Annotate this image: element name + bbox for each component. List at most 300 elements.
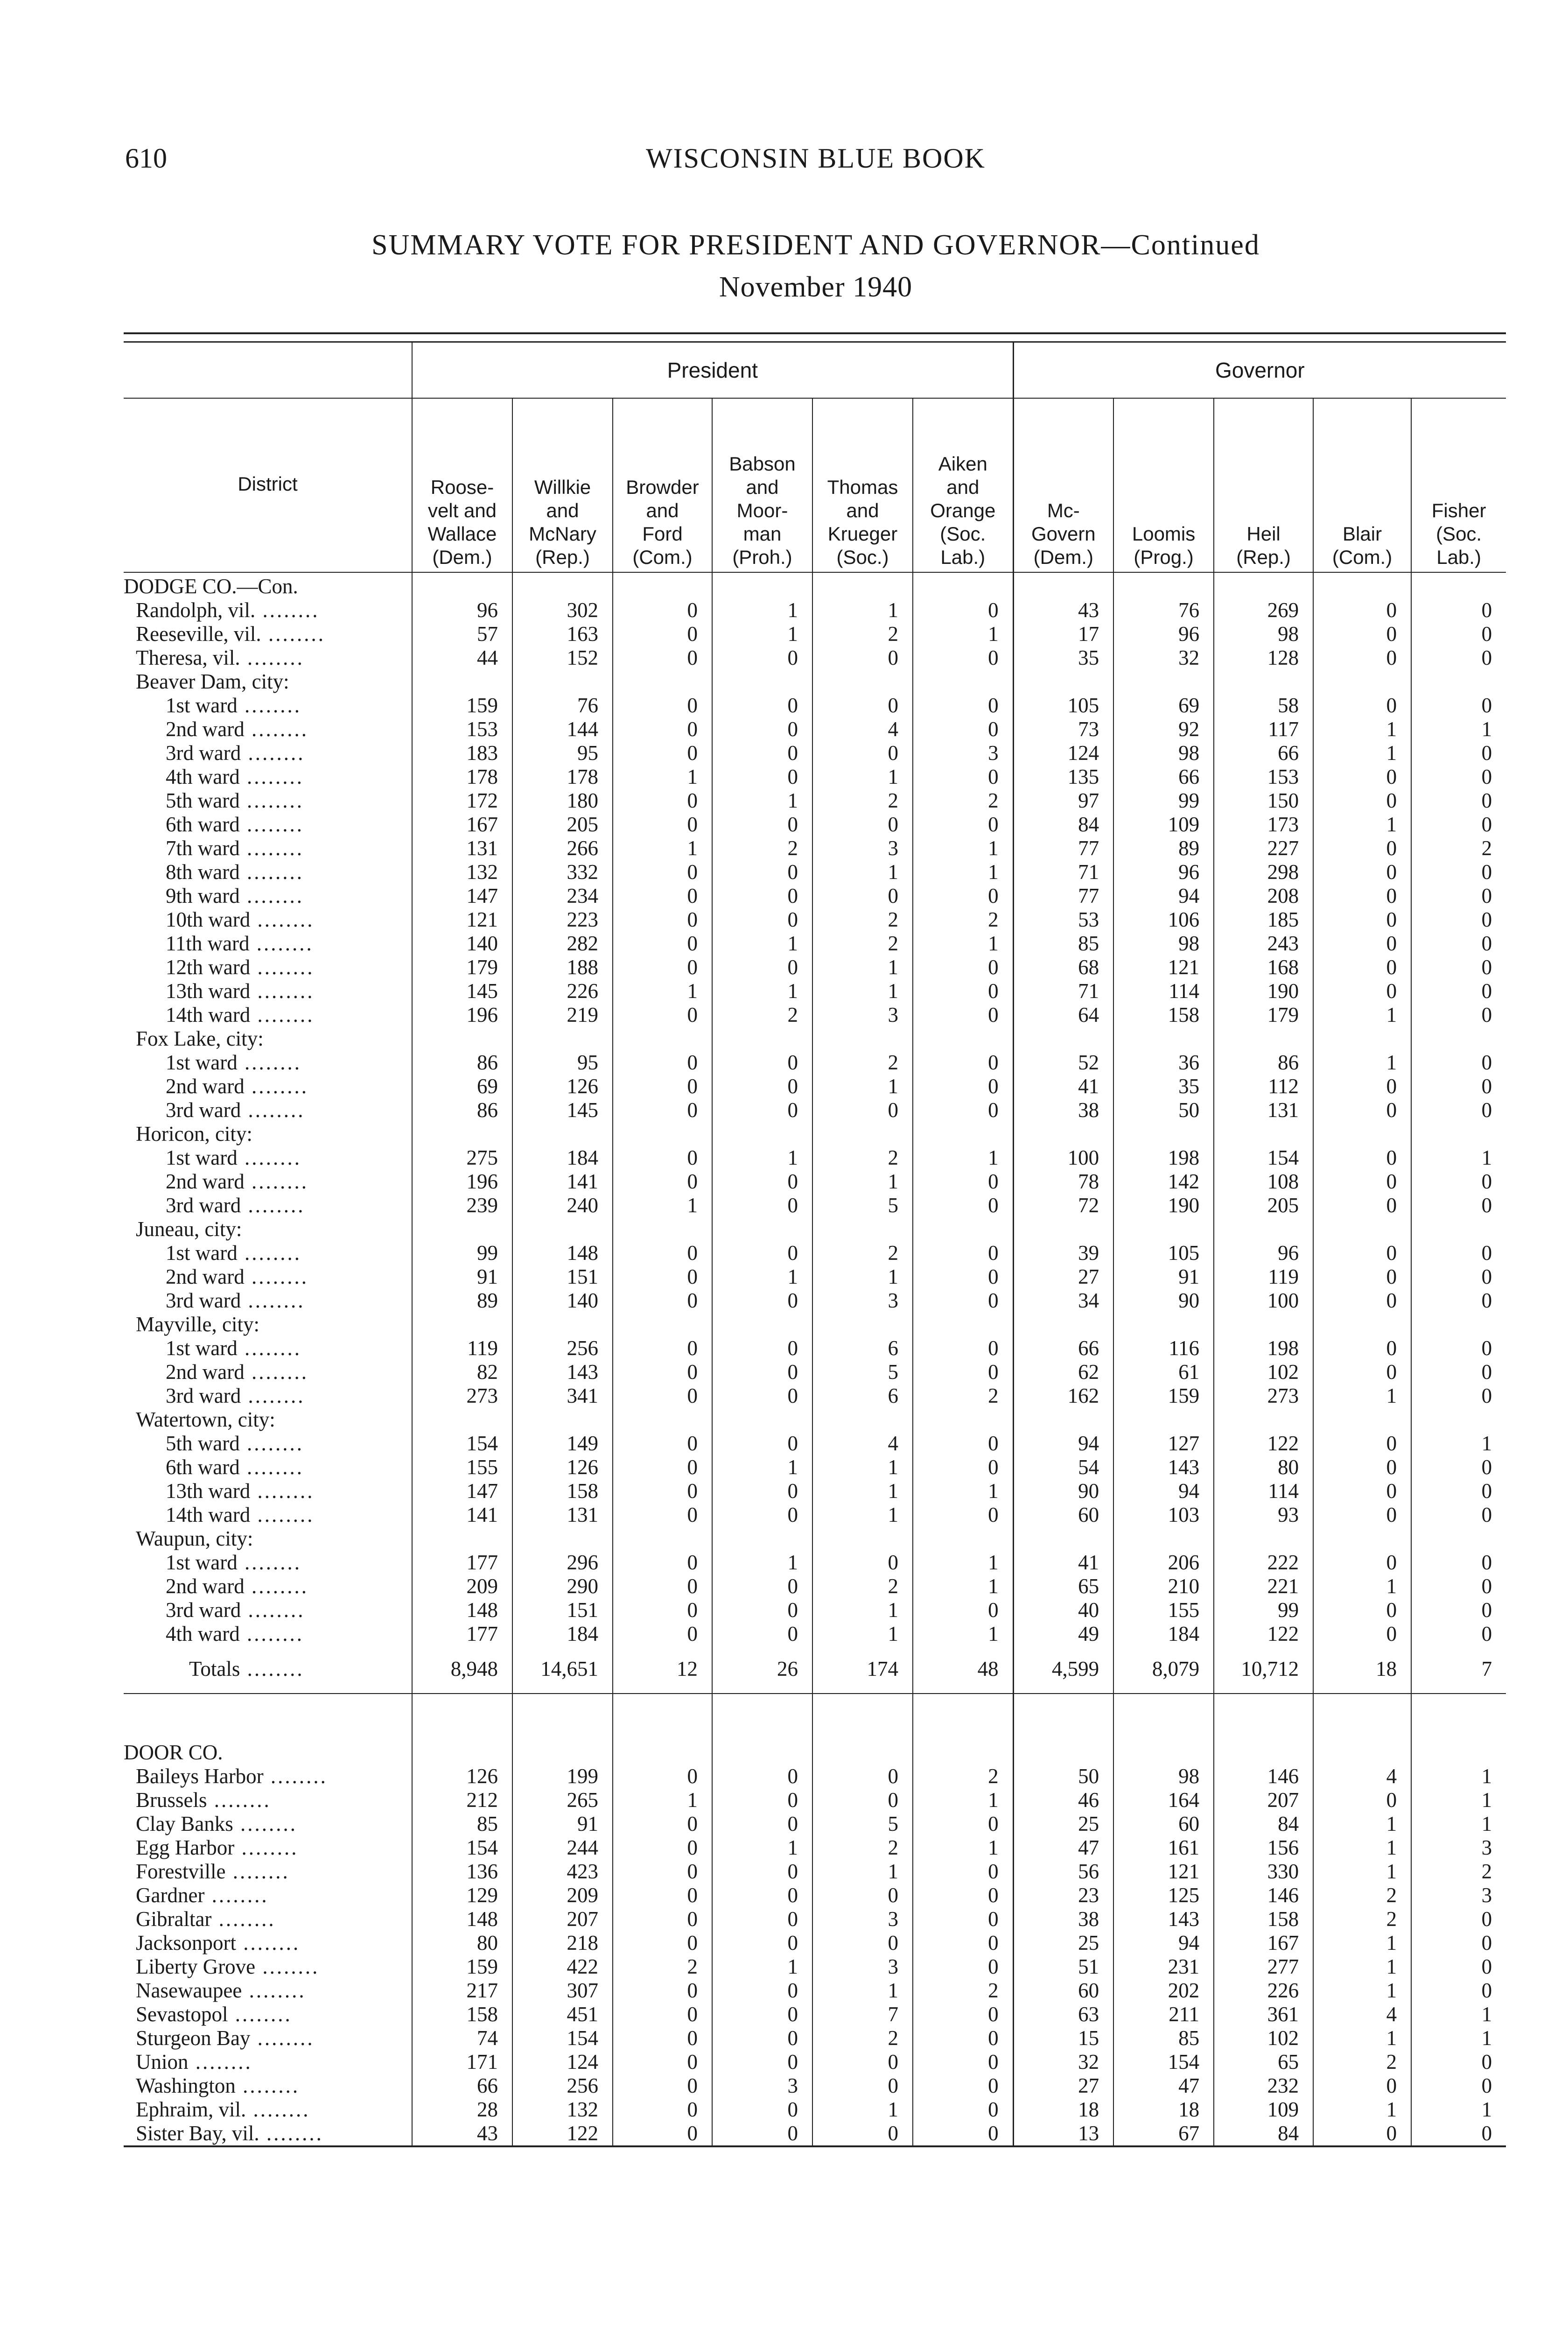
vote-cell: 1 [1313,1003,1411,1027]
col-header-line: Fisher [1431,499,1486,521]
vote-cell: 269 [1214,598,1313,622]
vote-cell [812,1122,913,1146]
district-name [124,1479,412,1503]
district-name [124,1075,412,1098]
vote-cell: 0 [613,1051,712,1075]
county-heading-row [124,1739,1506,1765]
column-header-row [124,398,1506,572]
empty-cell [1214,1739,1313,1765]
vote-cell: 2 [913,908,1013,932]
group-spacer [124,343,412,398]
totals-row [124,1646,1506,1694]
vote-cell: 102 [1214,2026,1313,2050]
vote-cell: 128 [1214,646,1313,670]
leader-dots: ........ [237,1336,301,1360]
table-row [124,2098,1506,2122]
vote-cell: 85 [1013,932,1113,956]
vote-cell [512,670,613,694]
vote-cell: 98 [1113,1765,1214,1788]
leader-dots: ........ [239,1455,304,1479]
vote-cell: 0 [1411,1907,1506,1931]
vote-cell: 244 [512,1836,613,1860]
vote-cell: 0 [812,884,913,908]
vote-cell: 1 [1411,717,1506,741]
vote-cell: 207 [1214,1788,1313,1812]
vote-cell [1013,1027,1113,1051]
vote-cell: 146 [1214,1765,1313,1788]
vote-cell: 172 [412,789,512,813]
district-label: 11th ward [166,932,250,955]
vote-cell: 2 [1411,837,1506,860]
district-name [124,1003,412,1027]
vote-cell [613,1527,712,1551]
subheading-row [124,1027,1506,1051]
vote-cell: 145 [512,1098,613,1122]
leader-dots: ........ [244,1075,308,1098]
vote-cell: 422 [512,1955,613,1979]
district-label: Egg Harbor [136,1836,235,1859]
vote-cell: 205 [1214,1194,1313,1217]
vote-cell: 1 [913,1551,1013,1575]
empty-cell [913,1739,1013,1765]
district-label: Waupun, city: [136,1527,253,1550]
vote-cell: 0 [913,2074,1013,2098]
table-row [124,1336,1506,1360]
vote-cell: 102 [1214,1360,1313,1384]
vote-cell: 0 [613,1551,712,1575]
district-name [124,1575,412,1598]
vote-cell: 126 [512,1075,613,1098]
vote-cell: 119 [1214,1265,1313,1289]
vote-cell: 0 [712,2098,812,2122]
vote-cell: 202 [1113,1979,1214,2003]
vote-cell: 158 [412,2003,512,2026]
vote-cell: 0 [613,1931,712,1955]
vote-cell [1113,1408,1214,1432]
leader-dots: ........ [263,1765,328,1788]
district-name [124,1408,412,1432]
vote-cell: 205 [512,813,613,837]
leader-dots: ........ [237,1551,301,1574]
vote-cell: 0 [613,694,712,717]
vote-cell: 1 [1313,1836,1411,1860]
vote-cell: 177 [412,1551,512,1575]
vote-cell [512,1408,613,1432]
vote-cell: 0 [812,813,913,837]
vote-cell: 0 [913,646,1013,670]
vote-cell: 0 [1313,837,1411,860]
district-name [124,1503,412,1527]
empty-cell [1214,1694,1313,1739]
vote-cell: 121 [1113,956,1214,979]
vote-cell: 0 [1411,1455,1506,1479]
vote-cell [613,670,712,694]
vote-cell: 0 [613,908,712,932]
vote-cell: 210 [1113,1575,1214,1598]
vote-cell: 2 [812,1241,913,1265]
vote-cell: 64 [1013,1003,1113,1027]
vote-cell: 0 [1313,765,1411,789]
district-name [124,1289,412,1313]
district-label: Sturgeon Bay [136,2026,251,2050]
table-row [124,860,1506,884]
col-header-line: and [646,499,679,521]
vote-cell: 93 [1214,1503,1313,1527]
vote-cell: 0 [1313,646,1411,670]
vote-cell: 89 [1113,837,1214,860]
table-row [124,1503,1506,1527]
vote-cell: 0 [712,884,812,908]
vote-cell: 1 [1313,1931,1411,1955]
vote-cell [1313,1527,1411,1551]
vote-cell [913,1122,1013,1146]
group-header-row [124,343,1506,398]
col-header-line: Thomas [827,476,898,498]
vote-cell: 0 [913,813,1013,837]
vote-cell: 0 [613,1622,712,1646]
vote-cell [1013,1527,1113,1551]
vote-cell: 0 [913,2122,1013,2145]
leader-dots: ........ [239,1622,304,1645]
col-header-line: and [946,476,980,498]
leader-dots: ........ [207,1788,271,1812]
vote-cell: 1 [812,1979,913,2003]
vote-cell: 99 [1214,1598,1313,1622]
table-row [124,1836,1506,1860]
vote-cell: 1 [1313,1979,1411,2003]
vote-cell: 44 [412,646,512,670]
vote-cell: 188 [512,956,613,979]
vote-cell: 0 [913,1360,1013,1384]
vote-cell: 94 [1113,884,1214,908]
vote-cell: 143 [1113,1455,1214,1479]
district-name [124,1170,412,1194]
vote-cell: 0 [712,1289,812,1313]
vote-cell: 0 [613,1503,712,1527]
leader-dots: ........ [237,1051,301,1074]
vote-cell [812,1217,913,1241]
vote-cell: 0 [613,1836,712,1860]
vote-cell [613,1313,712,1336]
table-row [124,1455,1506,1479]
district-name [124,646,412,670]
vote-cell: 84 [1214,2122,1313,2145]
vote-cell: 2 [812,622,913,646]
col-header-line: Ford [642,523,683,545]
vote-cell: 0 [913,979,1013,1003]
district-label: Watertown, city: [136,1408,275,1431]
vote-cell: 0 [1411,1336,1506,1360]
table-row [124,1051,1506,1075]
vote-cell: 1 [712,1265,812,1289]
vote-cell: 0 [613,1812,712,1836]
empty-cell [812,572,913,598]
vote-cell: 85 [412,1812,512,1836]
vote-cell: 0 [1411,1931,1506,1955]
vote-cell: 0 [1313,2074,1411,2098]
vote-cell: 296 [512,1551,613,1575]
vote-cell: 91 [412,1265,512,1289]
vote-cell: 2 [812,789,913,813]
district-label: 1st ward [166,1551,238,1574]
col-header [1411,398,1506,572]
subheading-row [124,1313,1506,1336]
col-header [613,398,712,572]
leader-dots: ........ [239,765,304,788]
vote-cell: 124 [512,2050,613,2074]
table-body [124,572,1506,2145]
district-name [124,1146,412,1170]
vote-cell: 0 [1313,1503,1411,1527]
vote-cell [1313,1313,1411,1336]
vote-cell: 2 [812,1051,913,1075]
vote-cell: 99 [1113,789,1214,813]
vote-cell: 0 [913,1931,1013,1955]
vote-cell: 6 [812,1384,913,1408]
vote-cell: 0 [1313,2122,1411,2145]
total-cell: 48 [913,1646,1013,1694]
vote-cell: 91 [512,1812,613,1836]
vote-cell: 1 [812,979,913,1003]
vote-cell [512,1122,613,1146]
vote-cell: 1 [1313,717,1411,741]
vote-cell: 0 [1411,646,1506,670]
vote-cell: 114 [1214,1479,1313,1503]
col-header-line: and [846,499,879,521]
vote-cell: 0 [913,1194,1013,1217]
vote-cell: 173 [1214,813,1313,837]
vote-cell [512,1027,613,1051]
vote-cell: 0 [712,956,812,979]
leader-dots: ........ [204,1884,269,1907]
empty-cell [913,1694,1013,1739]
vote-cell: 126 [512,1455,613,1479]
vote-cell: 1 [913,1575,1013,1598]
col-header-line: Orange [930,499,996,521]
table-row [124,837,1506,860]
vote-cell [1313,1408,1411,1432]
vote-cell [1013,1217,1113,1241]
vote-cell: 98 [1113,932,1214,956]
vote-cell: 78 [1013,1170,1113,1194]
vote-cell: 277 [1214,1955,1313,1979]
table-row [124,1788,1506,1812]
table-row [124,1622,1506,1646]
vote-cell: 0 [712,2026,812,2050]
vote-cell: 51 [1013,1955,1113,1979]
vote-cell: 65 [1214,2050,1313,2074]
vote-cell: 0 [1313,1432,1411,1455]
table-row [124,1360,1506,1384]
vote-cell: 0 [613,2074,712,2098]
vote-cell: 0 [812,741,913,765]
vote-cell: 207 [512,1907,613,1931]
vote-cell: 2 [913,1765,1013,1788]
vote-cell: 2 [712,1003,812,1027]
vote-cell: 223 [512,908,613,932]
table-row [124,1575,1506,1598]
district-name [124,2074,412,2098]
vote-cell: 0 [613,1765,712,1788]
vote-cell: 1 [1411,2003,1506,2026]
table-row [124,932,1506,956]
leader-dots: ........ [240,646,304,669]
col-header-line: Heil [1246,523,1281,545]
leader-dots: ........ [239,1432,304,1455]
vote-cell: 273 [1214,1384,1313,1408]
vote-cell: 0 [613,1907,712,1931]
vote-cell: 1 [1411,1146,1506,1170]
vote-cell: 178 [512,765,613,789]
vote-cell: 0 [812,2122,913,2145]
vote-cell: 178 [412,765,512,789]
vote-cell [1013,670,1113,694]
vote-cell: 66 [1013,1336,1113,1360]
vote-cell: 106 [1113,908,1214,932]
vote-cell: 0 [812,646,913,670]
vote-cell: 0 [1313,1170,1411,1194]
leader-dots: ........ [250,1479,315,1503]
vote-cell: 0 [613,2026,712,2050]
subheading-row [124,1408,1506,1432]
vote-cell: 1 [812,1075,913,1098]
vote-cell [913,1527,1013,1551]
vote-cell: 96 [1113,622,1214,646]
col-header [512,398,613,572]
vote-cell: 1 [613,837,712,860]
district-name [124,789,412,813]
vote-cell: 151 [512,1265,613,1289]
vote-cell: 0 [1411,694,1506,717]
district-label: 2nd ward [166,717,245,741]
vote-cell: 1 [712,979,812,1003]
vote-cell: 86 [412,1051,512,1075]
vote-cell: 84 [1214,1812,1313,1836]
col-header-line: Willkie [534,476,591,498]
vote-cell: 0 [712,1860,812,1884]
vote-cell: 1 [913,1788,1013,1812]
vote-cell: 0 [712,1765,812,1788]
vote-cell: 179 [412,956,512,979]
col-header-line: (Dem.) [1033,546,1093,568]
leader-dots: ........ [250,956,315,979]
vote-cell [412,1122,512,1146]
vote-cell: 40 [1013,1598,1113,1622]
district-label: Reeseville, vil. [136,622,261,646]
vote-cell: 0 [613,741,712,765]
vote-cell: 0 [613,2050,712,2074]
district-name [124,1860,412,1884]
district-label: 2nd ward [166,1360,245,1384]
leader-dots: ........ [261,622,325,646]
vote-cell: 0 [1313,622,1411,646]
table-row [124,1194,1506,1217]
district-label: 1st ward [166,1146,238,1169]
vote-cell [1411,1217,1506,1241]
district-name [124,2098,412,2122]
district-label: 3rd ward [166,1194,241,1217]
col-header-line: (Soc.) [836,546,889,568]
vote-cell: 90 [1013,1479,1113,1503]
vote-cell: 196 [412,1170,512,1194]
empty-cell [124,1694,412,1739]
president-group-header: President [412,343,1013,398]
vote-cell: 1 [1313,741,1411,765]
leader-dots: ........ [225,1860,290,1883]
vote-cell: 0 [913,694,1013,717]
vote-cell: 27 [1013,2074,1113,2098]
vote-cell: 46 [1013,1788,1113,1812]
vote-cell: 0 [913,598,1013,622]
vote-cell: 0 [1411,1051,1506,1075]
vote-cell: 0 [913,1075,1013,1098]
vote-cell: 0 [1313,1455,1411,1479]
col-header [1214,398,1313,572]
vote-cell: 0 [1411,1360,1506,1384]
vote-cell: 50 [1013,1765,1113,1788]
vote-cell: 0 [913,765,1013,789]
vote-cell [1214,1122,1313,1146]
leader-dots: ........ [234,1836,299,1859]
vote-cell: 74 [412,2026,512,2050]
vote-cell: 0 [1411,1170,1506,1194]
vote-cell: 61 [1113,1360,1214,1384]
empty-cell [1013,1694,1113,1739]
table-row [124,1170,1506,1194]
vote-cell: 116 [1113,1336,1214,1360]
vote-cell: 131 [412,837,512,860]
vote-cell: 211 [1113,2003,1214,2026]
vote-cell: 38 [1013,1907,1113,1931]
vote-cell: 0 [1411,2074,1506,2098]
vote-cell: 3 [812,837,913,860]
vote-cell: 184 [512,1622,613,1646]
total-cell: 8,948 [412,1646,512,1694]
leader-dots: ........ [249,932,314,955]
district-label: Brussels [136,1788,207,1812]
col-header-line: Loomis [1132,523,1196,545]
book-title: WISCONSIN BLUE BOOK [646,143,986,174]
vote-cell: 332 [512,860,613,884]
district-name [124,1527,412,1551]
vote-cell: 119 [412,1336,512,1360]
vote-cell: 0 [1313,956,1411,979]
col-header-line: Browder [626,476,699,498]
page-number: 610 [125,143,167,174]
district-label: Sevastopol [136,2003,228,2026]
vote-cell: 154 [1214,1146,1313,1170]
vote-cell: 72 [1013,1194,1113,1217]
district-name [124,2003,412,2026]
vote-cell: 0 [712,1788,812,1812]
vote-cell: 265 [512,1788,613,1812]
totals-label: Totals [189,1657,240,1680]
leader-dots: ........ [237,1241,301,1265]
vote-cell: 162 [1013,1384,1113,1408]
empty-cell [1214,572,1313,598]
vote-cell: 167 [412,813,512,837]
empty-cell [1313,1739,1411,1765]
table-row [124,1075,1506,1098]
vote-cell: 127 [1113,1432,1214,1455]
vote-cell: 0 [1313,789,1411,813]
vote-cell: 136 [412,1860,512,1884]
vote-cell: 0 [1313,694,1411,717]
vote-cell: 330 [1214,1860,1313,1884]
district-label: Sister Bay, vil. [136,2122,259,2145]
leader-dots: ........ [240,1657,304,1680]
table-row [124,2003,1506,2026]
